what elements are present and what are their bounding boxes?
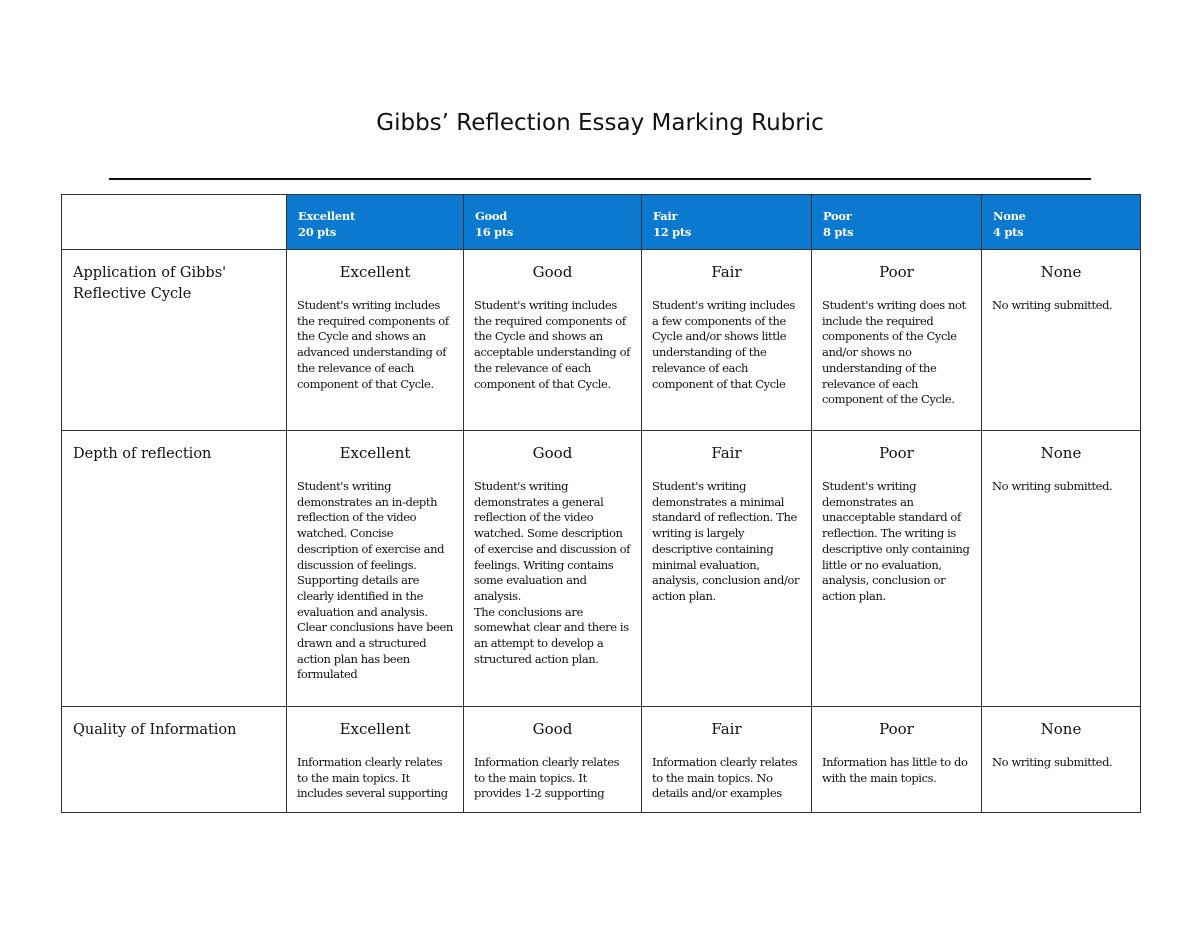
rating-cell <box>287 250 464 431</box>
rating-level: Excellent <box>339 263 411 281</box>
rating-cell <box>642 707 812 813</box>
rating-level: Poor <box>879 720 914 738</box>
rating-level: Excellent <box>339 720 411 738</box>
header-level-label: Fair <box>653 209 678 223</box>
rubric-row-quality <box>62 707 1141 813</box>
rating-cell <box>812 431 982 707</box>
rating-description: No writing submitted. <box>992 298 1113 312</box>
header-points: 4 pts <box>993 224 1024 239</box>
rating-level: None <box>1040 263 1082 281</box>
rating-description: Student's writing demonstrates a general reflection of the video watched. Some description of exercise and discussion of feelings. Writing contains some evaluation and analysis. The conclusions are somewhat clear and there is an attempt to develop a structured action plan. <box>474 479 631 666</box>
rating-cell <box>287 431 464 707</box>
rating-description: Information clearly relates to the main topics. No details and/or examples <box>652 755 798 801</box>
header-cell-poor <box>812 195 982 250</box>
header-points: 12 pts <box>653 224 692 239</box>
rating-cell <box>982 431 1141 707</box>
rating-description: Student's writing does not include the required components of the Cycle and/or shows no understanding of the relevance of each component of the Cycle. <box>822 298 966 407</box>
rating-cell <box>812 707 982 813</box>
header-points: 8 pts <box>823 224 854 239</box>
rating-level: Excellent <box>339 444 411 462</box>
rating-level: Good <box>532 263 573 281</box>
rating-description: Student's writing includes the required components of the Cycle and shows an acceptable understanding of the relevance of each component of that Cycle. <box>474 298 630 391</box>
rating-description: No writing submitted. <box>992 479 1113 493</box>
rubric-table <box>61 194 1141 813</box>
rating-cell <box>812 250 982 431</box>
rubric-header-row <box>62 195 1141 250</box>
rating-cell <box>982 250 1141 431</box>
criterion-label: Quality of Information <box>73 722 237 738</box>
rating-level: Poor <box>879 263 914 281</box>
header-cell-none <box>982 195 1141 250</box>
criterion-cell <box>62 431 287 707</box>
header-level-label: Poor <box>823 209 852 223</box>
header-level-label: None <box>993 209 1026 223</box>
header-level-label: Good <box>475 209 508 223</box>
criterion-label: Depth of reflection <box>73 446 212 462</box>
rating-level: Poor <box>879 444 914 462</box>
rating-cell <box>287 707 464 813</box>
rating-description: No writing submitted. <box>992 755 1113 769</box>
rating-description: Student's writing includes the required components of the Cycle and shows an advanced understanding of the relevance of each component of that Cycle. <box>297 298 449 391</box>
header-cell-fair <box>642 195 812 250</box>
rating-cell <box>464 431 642 707</box>
rating-level: Fair <box>711 444 742 462</box>
rating-cell <box>982 707 1141 813</box>
rating-level: Good <box>532 720 573 738</box>
rating-cell <box>642 250 812 431</box>
rubric-row-depth <box>62 431 1141 707</box>
header-level-label: Excellent <box>298 209 355 223</box>
criterion-cell <box>62 250 287 431</box>
document-title: Gibbs’ Reflection Essay Marking Rubric <box>376 110 824 136</box>
rating-description: Student's writing demonstrates a minimal standard of reflection. The writing is largely descriptive containing minimal evaluation, analysis, conclusion and/or action plan. <box>652 479 800 603</box>
rating-level: Fair <box>711 720 742 738</box>
title-divider <box>109 178 1091 180</box>
rating-cell <box>642 431 812 707</box>
rating-level: Good <box>532 444 573 462</box>
criterion-label: Application of Gibbs' Reflective Cycle <box>73 265 227 302</box>
rubric-row-application <box>62 250 1141 431</box>
rating-description: Information has little to do with the main topics. <box>822 755 968 785</box>
criterion-cell <box>62 707 287 813</box>
rating-description: Student's writing demonstrates an unacceptable standard of reflection. The writing is descriptive only containing little or no evaluation, analysis, conclusion or action plan. <box>822 479 970 603</box>
rating-level: Fair <box>711 263 742 281</box>
header-cell-excellent <box>287 195 464 250</box>
rating-cell <box>464 250 642 431</box>
header-cell-good <box>464 195 642 250</box>
header-blank-cell <box>62 195 287 250</box>
header-points: 16 pts <box>475 224 514 239</box>
rating-level: None <box>1040 444 1082 462</box>
header-points: 20 pts <box>298 224 337 239</box>
rating-description: Student's writing demonstrates an in-depth reflection of the video watched. Concise description of exercise and discussion of feelings. Supporting details are clearly identified in the evaluation and analysis. Clear conclusions have been drawn and a structured action plan has been formulated <box>297 479 453 682</box>
rating-description: Information clearly relates to the main topics. It includes several supporting <box>297 755 448 801</box>
rating-cell <box>464 707 642 813</box>
rating-description: Student's writing includes a few components of the Cycle and/or shows little understanding of the relevance of each component of that Cycle <box>652 298 795 391</box>
rating-description: Information clearly relates to the main topics. It provides 1-2 supporting <box>474 755 620 801</box>
rating-level: None <box>1040 720 1082 738</box>
